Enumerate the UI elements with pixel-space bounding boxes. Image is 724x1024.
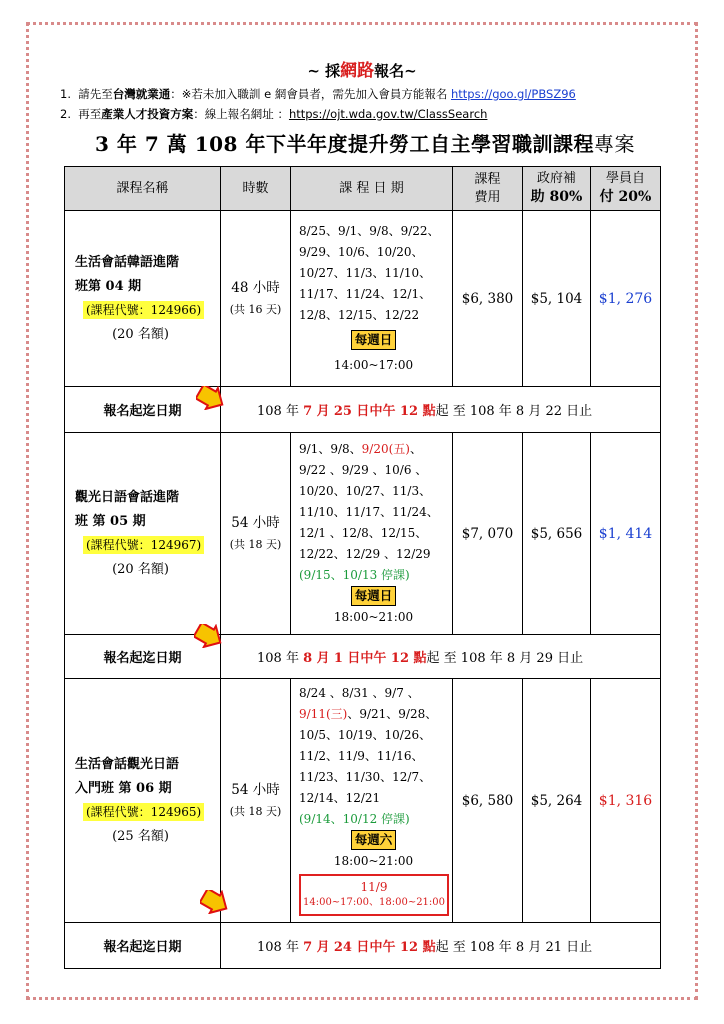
weekday-badge: 每週六 [351, 830, 397, 850]
arrow-right-icon [196, 386, 226, 410]
table-row [65, 679, 661, 923]
header-title: ~ 採網路報名~ [307, 61, 417, 81]
dates-cell: 8/24 、8/31 、9/7 、 9/11(三)、9/21、9/28、 10/5、10/19、10/26、 11/2、11/9、11/16、 11/23、11/30、12/7、 12/14、12/21 (9/14、10/12 停課) 每週六 18:00~21:00 11/9 14:00~17:00、18:00~21:00 [291, 679, 453, 923]
header-gov-subsidy: 政府補 助 80% [523, 167, 591, 211]
arrow-right-icon [194, 624, 224, 648]
self-pay-cell: $1, 414 [591, 433, 661, 635]
deadline-label: 報名起迄日期 [65, 635, 221, 679]
header-dates: 課 程 日 期 [291, 167, 453, 211]
deadline-row [65, 387, 661, 433]
fee-cell: $7, 070 [453, 433, 523, 635]
course-code: (課程代號：124966) [83, 301, 204, 319]
deadline-row [65, 923, 661, 969]
header-hours: 時數 [221, 167, 291, 211]
hours-cell: 54 小時 (共 18 天) [221, 433, 291, 635]
course-code: (課程代號：124967) [83, 536, 204, 554]
deadline-label: 報名起迄日期 [65, 387, 221, 433]
table-row [65, 211, 661, 387]
special-session-box: 11/9 14:00~17:00、18:00~21:00 [299, 874, 449, 916]
table-row [65, 433, 661, 635]
course-code: (課程代號：124965) [83, 803, 204, 821]
register-link-1[interactable]: https://goo.gl/PBSZ96 [450, 87, 576, 101]
weekday-badge: 每週日 [351, 330, 397, 350]
course-table [64, 166, 661, 969]
fee-cell: $6, 580 [453, 679, 523, 923]
gov-subsidy-cell: $5, 264 [523, 679, 591, 923]
deadline-text: 108 年 8 月 1 日中午 12 點起 至 108 年 8 月 29 日止 [221, 635, 661, 679]
deadline-label: 報名起迄日期 [65, 923, 221, 969]
hours-cell: 54 小時 (共 18 天) [221, 679, 291, 923]
header-self-pay: 學員自 付 20% [591, 167, 661, 211]
gov-subsidy-cell: $5, 656 [523, 433, 591, 635]
header-fee: 課程 費用 [453, 167, 523, 211]
instruction-line-1: 1. 請先至台灣就業通：※若未加入職訓 e 網會員者，需先加入會員方能報名 https://goo.gl/PBSZ96 [60, 87, 576, 101]
header-course-name: 課程名稱 [65, 167, 221, 211]
page-title: 3 年 7 萬 108 年下半年度提升勞工自主學習職訓課程專案 [95, 132, 635, 156]
self-pay-cell: $1, 316 [591, 679, 661, 923]
deadline-text: 108 年 7 月 24 日中午 12 點起 至 108 年 8 月 21 日止 [221, 923, 661, 969]
register-link-2[interactable]: https://ojt.wda.gov.tw/ClassSearch [288, 107, 488, 121]
instruction-line-2: 2. 再至產業人才投資方案：線上報名網址 ：https://ojt.wda.gov.tw/ClassSearch [60, 107, 488, 121]
deadline-text: 108 年 7 月 25 日中午 12 點起 至 108 年 8 月 22 日止 [221, 387, 661, 433]
course-name-cell: 觀光日語會話進階 班 第 05 期 (課程代號：124967) (20 名額) [65, 433, 221, 635]
course-name-cell: 生活會話觀光日語 入門班 第 06 期 (課程代號：124965) (25 名額) [65, 679, 221, 923]
weekday-badge: 每週日 [351, 586, 397, 606]
arrow-right-icon [200, 890, 230, 914]
table-header-row [65, 167, 661, 211]
fee-cell: $6, 380 [453, 211, 523, 387]
dates-cell: 8/25、9/1、9/8、9/22、 9/29、10/6、10/20、 10/27、11/3、11/10、 11/17、11/24、12/1、 12/8、12/15、12/22 每週日 14:00~17:00 [291, 211, 453, 387]
hours-cell: 48 小時 (共 16 天) [221, 211, 291, 387]
self-pay-cell: $1, 276 [591, 211, 661, 387]
dates-cell: 9/1、9/8、9/20(五)、 9/22 、9/29 、10/6 、 10/20、10/27、11/3、 11/10、11/17、11/24、 12/1 、12/8、12/15、 12/22、12/29 、12/29 (9/15、10/13 停課) 每週日 18:00~21:00 [291, 433, 453, 635]
deadline-row [65, 635, 661, 679]
course-name-cell: 生活會話韓語進階 班第 04 期 (課程代號：124966) (20 名額) [65, 211, 221, 387]
gov-subsidy-cell: $5, 104 [523, 211, 591, 387]
